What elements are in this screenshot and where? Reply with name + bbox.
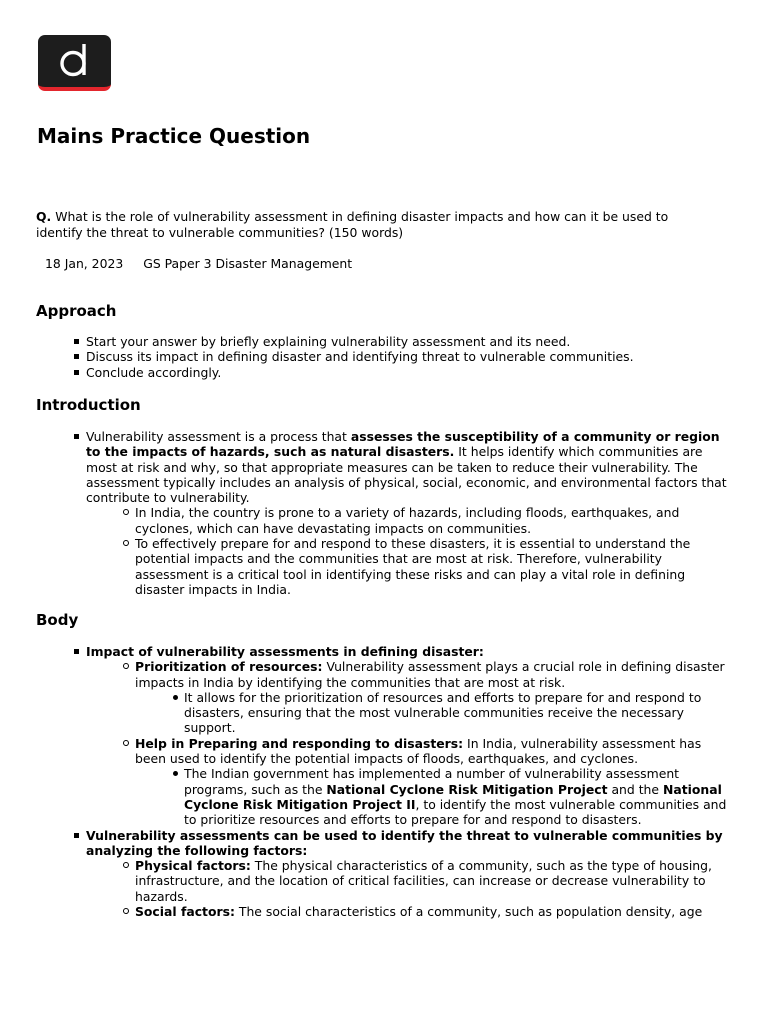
question-body: What is the role of vulnerability assessment in defining disaster impacts and how can it be used to identify the threat to vulnerable communities? (150 words) (36, 209, 669, 240)
introduction-heading: Introduction (36, 396, 141, 414)
prioritization-label: Prioritization of resources: (135, 659, 323, 675)
question-meta (45, 256, 352, 272)
introduction-list (86, 429, 731, 597)
question-date: 18 Jan, 2023 (45, 256, 124, 271)
threat-title: Vulnerability assessments can be used to identify the threat to vulnerable communities by analyzing the following factors: (86, 827, 723, 858)
list-item (135, 858, 731, 904)
list-item (135, 736, 731, 828)
social-label: Social factors: (135, 904, 235, 920)
text-run: The social characteristics of a community, such as population density, age (234, 904, 703, 920)
site-logo[interactable] (38, 35, 111, 91)
impact-title: Impact of vulnerability assessments in defining disaster: (86, 644, 484, 659)
text-run: Vulnerability assessment is a process that (86, 429, 351, 444)
list-item (86, 644, 731, 828)
text-run: , to identify the most vulnerable communities and to prioritize resources and efforts to prepare for and respond to disasters. (184, 796, 727, 828)
body-list (86, 644, 731, 919)
list-item: Discuss its impact in defining disaster and identifying threat to vulnerable communities. (86, 349, 731, 364)
bold-run: National Cyclone Risk Mitigation Project II (184, 781, 722, 812)
text-run: In India, vulnerability assessment has been used to identify the potential impacts of floods, earthquakes, and cyclones. (135, 735, 702, 767)
list-item (86, 828, 731, 920)
drishti-d-logo-icon (38, 35, 111, 87)
prioritization-sublist (184, 690, 731, 736)
page-title: Mains Practice Question (37, 124, 311, 148)
list-item: Start your answer by briefly explaining vulnerability assessment and its need. (86, 334, 731, 349)
list-item: To effectively prepare for and respond to these disasters, it is essential to understand the potential impacts and the communities that are most at risk. Therefore, vulnerability assessment is a critical tool in identifying these risks and can play a vital role in defining disaster impacts in India. (135, 536, 731, 597)
bold-run: assesses the susceptibility of a community or region to the impacts of hazards, such as natural disasters. (86, 429, 720, 460)
text-run: The physical characteristics of a community, such as the type of housing, infrastructure, and the location of critical facilities, can increase or decrease vulnerability to hazards. (135, 858, 712, 904)
preparing-sublist (184, 766, 731, 827)
list-item: It allows for the prioritization of resources and efforts to prepare for and respond to disasters, ensuring that the most vulnerable communities receive the necessary support. (184, 690, 731, 736)
threat-sublist (135, 858, 731, 919)
list-item (135, 904, 731, 919)
list-item (184, 766, 731, 827)
list-item: Conclude accordingly. (86, 365, 731, 380)
text-run: The Indian government has implemented a number of vulnerability assessment programs, such as the (184, 766, 680, 797)
physical-label: Physical factors: (135, 858, 251, 874)
approach-list (86, 334, 731, 380)
question-prefix: Q. (36, 209, 52, 224)
bold-run: National Cyclone Risk Mitigation Project (326, 781, 608, 797)
list-item (135, 659, 731, 735)
introduction-sublist (135, 505, 731, 597)
text-run: It helps identify which communities are most at risk and why, so that appropriate measures can be taken to reduce their vulnerability. The assessment typically includes an analysis of physical, social, economic, and environmental factors that contribute to vulnerability. (86, 444, 727, 506)
list-item (86, 429, 731, 597)
approach-heading: Approach (36, 302, 117, 320)
text-run: and the (607, 781, 663, 797)
question-text (36, 209, 716, 241)
text-run: Vulnerability assessment plays a crucial role in defining disaster impacts in India by identifying the communities that are most at risk. (135, 659, 725, 690)
impact-sublist (135, 659, 731, 827)
list-item: In India, the country is prone to a variety of hazards, including floods, earthquakes, and cyclones, which can have devastating impacts on communities. (135, 505, 731, 536)
body-heading: Body (36, 611, 79, 629)
question-paper: GS Paper 3 Disaster Management (143, 256, 353, 271)
preparing-label: Help in Preparing and responding to disasters: (135, 735, 464, 751)
